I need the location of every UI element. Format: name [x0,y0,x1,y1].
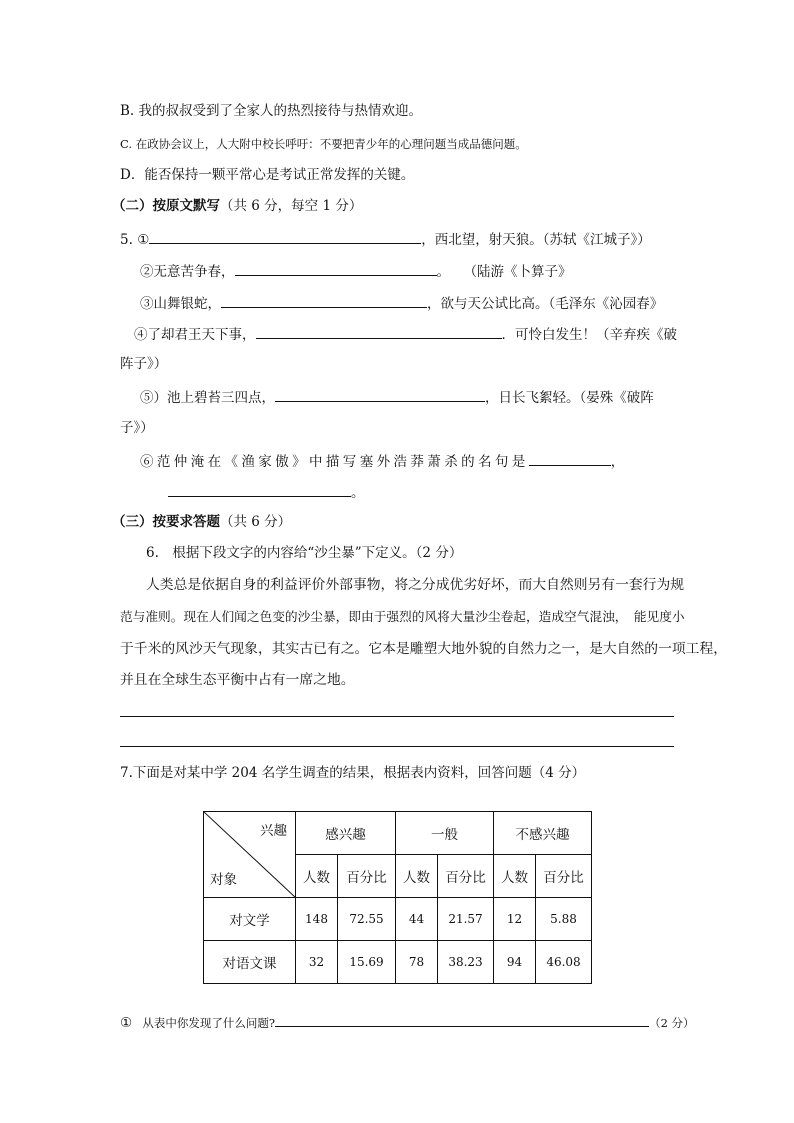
q7-sub1-score: （2 分） [649,1016,695,1030]
table-cell: 44 [396,898,438,941]
passage-line-3: 于千米的风沙天气现象，其实古已有之。它本是雕塑大地外貌的自然力之一，是大自然的一项工程， [120,641,728,657]
q7-sub1 [120,1011,695,1033]
table-cell: 148 [296,898,338,941]
q5-line-text: ，日长飞絮轻。（晏殊《破阵 [485,390,654,406]
q5-line-6-cont [168,481,365,503]
table-cell: 5.88 [536,898,592,941]
q5-line-text: ②无意苦争春， [140,264,235,280]
subheader-percent: 百分比 [338,855,396,898]
passage-line-2: 范与准则。现在人们闻之色变的沙尘暴，即由于强烈的风将大量沙尘卷起，造成空气混浊， 能见度小 [120,609,685,624]
row-label: 对语文课 [204,941,296,984]
q5-line-text: ．可怜白发生！（辛弃疾《破 [501,327,677,343]
answer-blank-5[interactable] [275,386,485,402]
table-cell: 12 [494,898,536,941]
table-cell: 21.57 [438,898,494,941]
answer-blank-7[interactable] [168,481,351,497]
q5-line-text: ④了却君王天下事， [134,327,256,343]
section3-heading: （三）按要求答题 [112,514,220,530]
q5-line-5 [140,386,654,408]
subheader-count: 人数 [296,855,338,898]
answer-blank-4[interactable] [256,323,502,339]
q5-line-text: ，西北望，射天狼。（苏轼《江城子》） [421,232,651,248]
subheader-count: 人数 [396,855,438,898]
section2-header [112,196,362,216]
option-c: C. 在政协会议上，人大附中校长呼吁：不要把青少年的心理问题当成品德问题。 [120,137,527,151]
table-cell: 78 [396,941,438,984]
row-label: 对文学 [204,898,296,941]
option-d: D．能否保持一颗平常心是考试正常发挥的关键。 [120,167,415,183]
q5-line-text: ⑥范仲淹在《渔家傲》中描写塞外浩莽萧杀的名句是 [140,454,529,470]
answer-blank-1[interactable] [149,228,421,244]
answer-blank-6[interactable] [529,450,611,466]
q5-line-2 [140,260,572,282]
answer-line-2[interactable] [120,746,674,747]
q5-number: 5. [120,232,133,248]
section3-score: （共 6 分） [220,514,292,530]
section2-score: （共 6 分，每空 1 分） [220,198,363,214]
option-b: B. 我的叔叔受到了全家人的热烈接待与热情欢迎。 [120,103,423,119]
passage-line-4: 并且在全球生态平衡中占有一席之地。 [120,672,355,688]
q5-line-5-cont: 子》） [120,420,154,436]
subheader-percent: 百分比 [438,855,494,898]
subheader-percent: 百分比 [536,855,592,898]
q5-line-text: 。 （陆游《卜算子》 [436,264,572,280]
table-corner-cell [204,812,296,898]
q5-line-text: ③山舞银蛇， [140,296,221,312]
q6-prompt: 6. 根据下段文字的内容给“沙尘暴”下定义。（2 分） [146,545,463,561]
answer-line-1[interactable] [120,716,674,717]
subheader-count: 人数 [494,855,536,898]
q7-sub1-number: ① [120,1015,133,1031]
survey-table [203,811,592,984]
q7-prompt: 7.下面是对某中学 204 名学生调查的结果，根据表内资料，回答问题（4 分） [120,765,586,781]
table-cell: 72.55 [338,898,396,941]
corner-label-object: 对象 [210,872,237,888]
table-cell: 46.08 [536,941,592,984]
group-header-neutral: 一般 [396,812,494,855]
answer-blank-q7[interactable] [275,1011,649,1027]
corner-label-interest: 兴趣 [260,823,287,839]
group-header-interested: 感兴趣 [296,812,396,855]
q5-line-text: 。 [351,485,365,501]
table-cell: 38.23 [438,941,494,984]
table-cell: 32 [296,941,338,984]
q5-line-1 [120,228,651,250]
passage-line-1: 人类总是依据自身的利益评价外部事物，将之分成优劣好坏，而大自然则另有一套行为规 [146,577,685,593]
q5-line-4-cont: 阵子》） [120,356,168,372]
q5-line-text: ① [137,232,150,248]
table-row [204,898,592,941]
q5-line-3 [140,292,663,314]
section2-heading: （二）按原文默写 [112,198,220,214]
answer-blank-2[interactable] [235,260,437,276]
q5-line-4 [134,323,677,345]
answer-blank-3[interactable] [221,292,427,308]
table-cell: 15.69 [338,941,396,984]
table-cell: 94 [494,941,536,984]
q7-sub1-text: 从表中你发现了什么问题? [142,1016,276,1030]
q5-line-6 [140,450,628,472]
table-row [204,941,592,984]
section3-header [112,512,291,532]
q5-line-text: ， [610,454,628,470]
q5-line-text: ⑤）池上碧苔三四点， [140,390,275,406]
group-header-not-interested: 不感兴趣 [494,812,592,855]
q5-line-text: ，欲与天公试比高。（毛泽东《沁园春》 [427,296,664,312]
